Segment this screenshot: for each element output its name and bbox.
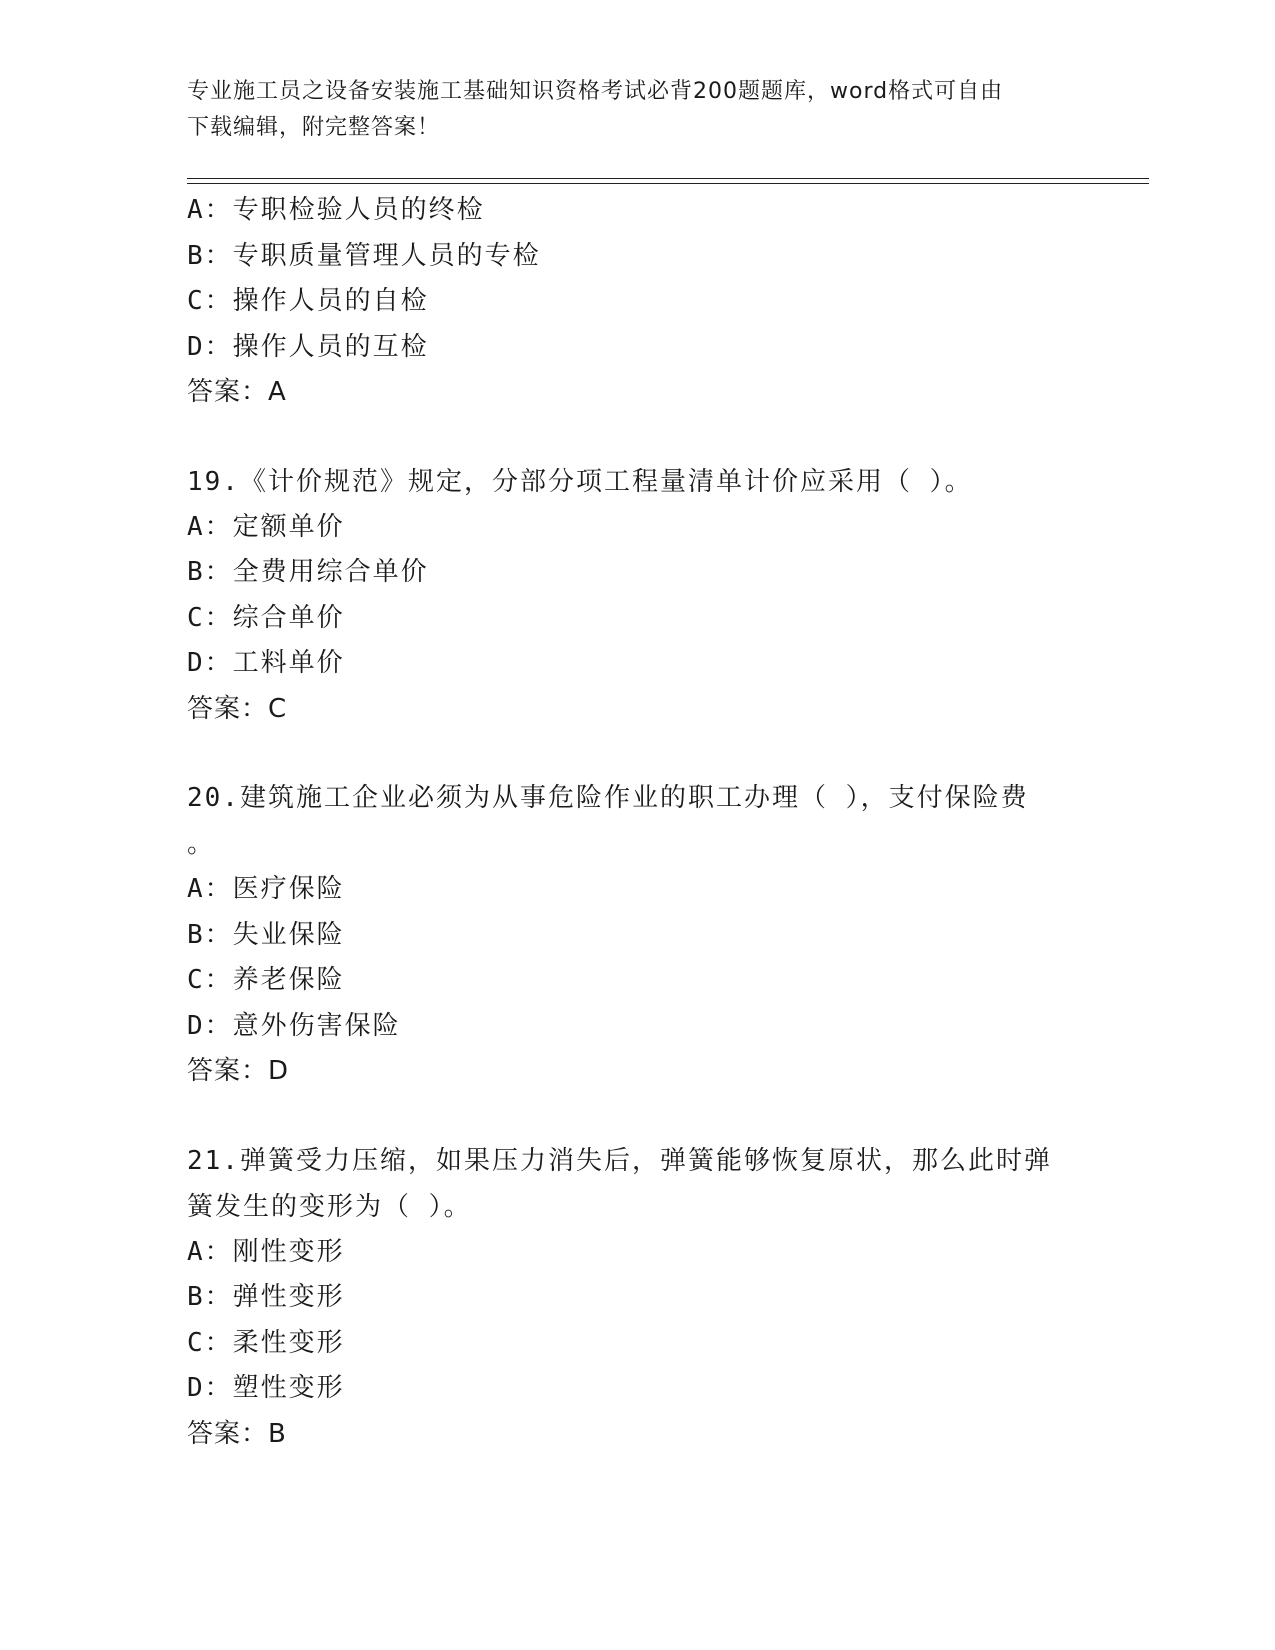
question-stem-line-2: 。	[187, 829, 216, 859]
question-list	[187, 188, 1087, 1457]
option-a: A：专职检验人员的终检	[187, 195, 485, 225]
header-line-1: 专业施工员之设备安装施工基础知识资格考试必背200题题库，word格式可自由	[187, 79, 1004, 104]
option-d: D：意外伤害保险	[187, 1010, 401, 1041]
document-header	[187, 74, 1067, 146]
question-stem: 19.《计价规范》规定，分部分项工程量清单计价应采用（ ）。	[187, 466, 973, 497]
option-c: C：养老保险	[187, 965, 345, 995]
question-stem-line-1: 20.建筑施工企业必须为从事危险作业的职工办理（ ），支付保险费	[187, 783, 1029, 813]
option-c: C：柔性变形	[187, 1327, 345, 1358]
question-stem-line-1: 21.弹簧受力压缩，如果压力消失后，弹簧能够恢复原状，那么此时弹	[187, 1145, 1052, 1176]
option-d: D：塑性变形	[187, 1373, 345, 1403]
answer: 答案：D	[187, 1056, 290, 1086]
option-a: A：医疗保险	[187, 874, 345, 904]
header-divider-top	[187, 178, 1149, 179]
question-stem-line-2: 簧发生的变形为（ ）。	[187, 1191, 472, 1222]
question-21	[187, 1138, 1087, 1458]
option-b: B：弹性变形	[187, 1282, 345, 1312]
answer: 答案：B	[187, 1418, 287, 1449]
option-d: D：工料单价	[187, 648, 345, 678]
option-d: D：操作人员的互检	[187, 331, 429, 362]
option-b: B：全费用综合单价	[187, 557, 429, 587]
question-20	[187, 775, 1087, 1095]
answer: 答案：A	[187, 377, 287, 407]
option-a: A：刚性变形	[187, 1236, 345, 1267]
option-c: C：综合单价	[187, 602, 345, 633]
option-a: A：定额单价	[187, 511, 345, 542]
question-19	[187, 459, 1087, 733]
option-b: B：专职质量管理人员的专检	[187, 240, 541, 271]
question-18-partial	[187, 188, 1087, 416]
answer: 答案：C	[187, 693, 288, 724]
header-line-2: 下载编辑，附完整答案！	[187, 115, 441, 140]
header-divider-bottom	[187, 183, 1149, 184]
option-c: C：操作人员的自检	[187, 286, 429, 316]
option-b: B：失业保险	[187, 919, 345, 950]
